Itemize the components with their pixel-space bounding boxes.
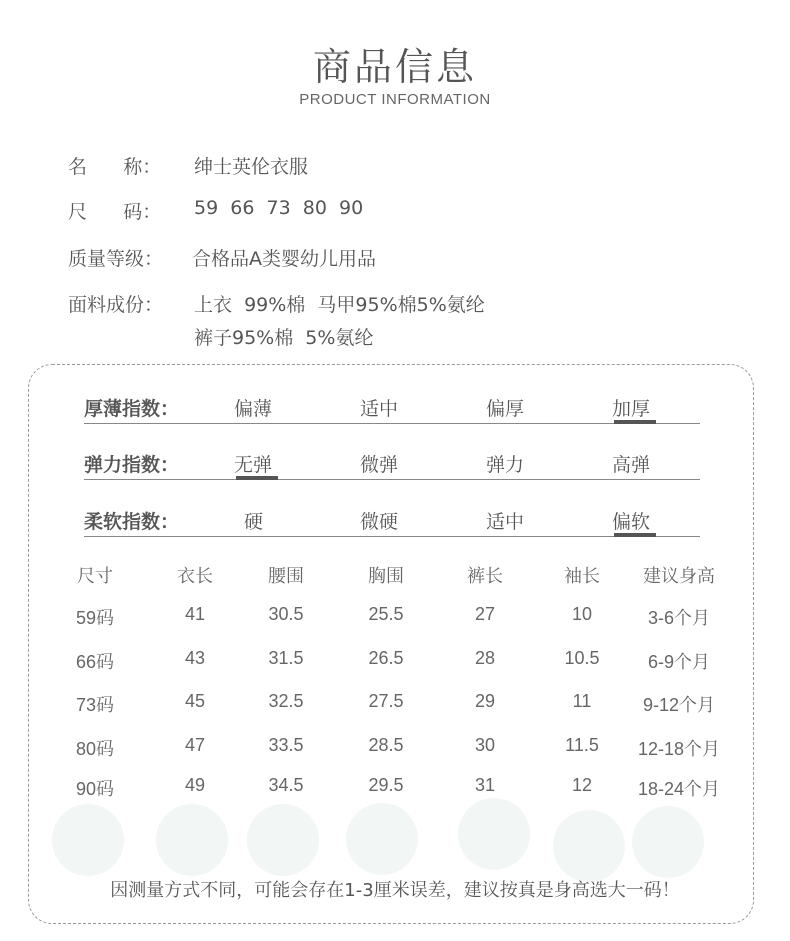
table-cell: 3-6个月 [647,608,710,628]
decor-circle [247,804,319,876]
info-value-fabric-2: 裤子95%棉 5%氨纶 [194,327,374,349]
table-cell: 73码 [75,695,115,715]
table-header-cell: 裤长 [467,566,503,586]
page-title: 商品信息 [312,45,477,89]
info-row-size [68,197,364,224]
page-subtitle: PRODUCT INFORMATION [299,91,491,108]
table-cell: 12-18个月 [637,739,721,759]
index-option: 加厚 [612,398,651,420]
index-option: 偏薄 [234,398,273,420]
table-cell: 10 [571,604,593,624]
index-selected-marker [236,476,278,480]
table-cell: 31 [474,775,496,795]
table-cell: 43 [184,648,206,668]
index-label: 弹力指数： [84,454,180,476]
table-cell: 11.5 [565,735,599,755]
index-option: 适中 [486,511,525,533]
table-cell: 33.5 [268,735,304,755]
decor-circle [52,804,124,876]
index-selected-marker [614,420,656,424]
index-option: 无弹 [234,454,273,476]
index-option: 适中 [360,398,399,420]
table-cell: 31.5 [268,648,304,668]
index-option: 偏软 [612,511,651,533]
index-line [84,536,700,537]
table-cell: 27.5 [368,691,404,711]
table-cell: 47 [184,735,206,755]
table-cell: 25.5 [368,604,404,624]
info-row-grade [68,244,376,271]
index-label: 柔软指数： [84,511,180,533]
decor-circle [458,798,530,870]
index-line [84,479,700,480]
table-cell: 18-24个月 [637,779,721,799]
index-option: 微硬 [360,511,399,533]
table-cell: 9-12个月 [642,695,716,715]
table-cell: 34.5 [268,775,304,795]
table-cell: 26.5 [368,648,404,668]
info-row-fabric [68,290,485,349]
info-label-grade: 质量等级： [68,248,164,270]
table-cell: 29 [474,691,496,711]
info-row-name [68,152,309,179]
table-cell: 29.5 [368,775,404,795]
table-cell: 90码 [75,779,115,799]
table-cell: 80码 [75,739,115,759]
table-cell: 59码 [75,608,115,628]
info-value-fabric-1: 上衣 99%棉 马甲95%棉5%氨纶 [194,294,485,316]
info-label-size: 尺 码： [68,201,162,223]
table-cell: 32.5 [268,691,304,711]
table-cell: 12 [571,775,593,795]
table-header-cell: 胸围 [368,566,404,586]
table-cell: 11 [572,691,592,711]
table-cell: 27 [474,604,496,624]
index-option: 硬 [244,511,264,533]
table-cell: 28 [474,648,496,668]
table-cell: 30.5 [268,604,304,624]
table-cell: 41 [184,604,206,624]
table-cell: 28.5 [368,735,404,755]
table-header-cell: 袖长 [564,566,600,586]
index-label: 厚薄指数： [84,398,180,420]
decor-circle [632,806,704,878]
table-cell: 30 [474,735,496,755]
info-label-name: 名 称： [68,156,162,178]
footer-note: 因测量方式不同，可能会存在1-3厘米误差，建议按真是身高选大一码！ [110,880,680,901]
index-line [84,423,700,424]
info-value-name: 绅士英伦衣服 [194,156,309,178]
table-header-cell: 腰围 [268,566,304,586]
index-selected-marker [614,533,656,537]
info-value-size: 59 66 73 80 90 [194,197,364,219]
info-label-fabric: 面料成份： [68,294,164,316]
info-value-grade: 合格品A类婴幼儿用品 [192,248,376,270]
decor-circle [156,804,228,876]
decor-circle [346,803,418,875]
index-option: 微弹 [360,454,399,476]
index-option: 弹力 [486,454,525,476]
table-cell: 49 [184,775,206,795]
table-cell: 66码 [75,652,115,672]
table-cell: 45 [184,691,206,711]
table-cell: 6-9个月 [647,652,710,672]
index-option: 高弹 [612,454,651,476]
decor-circle [553,810,625,882]
table-header-cell: 衣长 [177,566,213,586]
table-header-cell: 建议身高 [643,566,715,586]
table-cell: 10.5 [564,648,600,668]
index-option: 偏厚 [486,398,525,420]
table-header-cell: 尺寸 [77,566,113,586]
